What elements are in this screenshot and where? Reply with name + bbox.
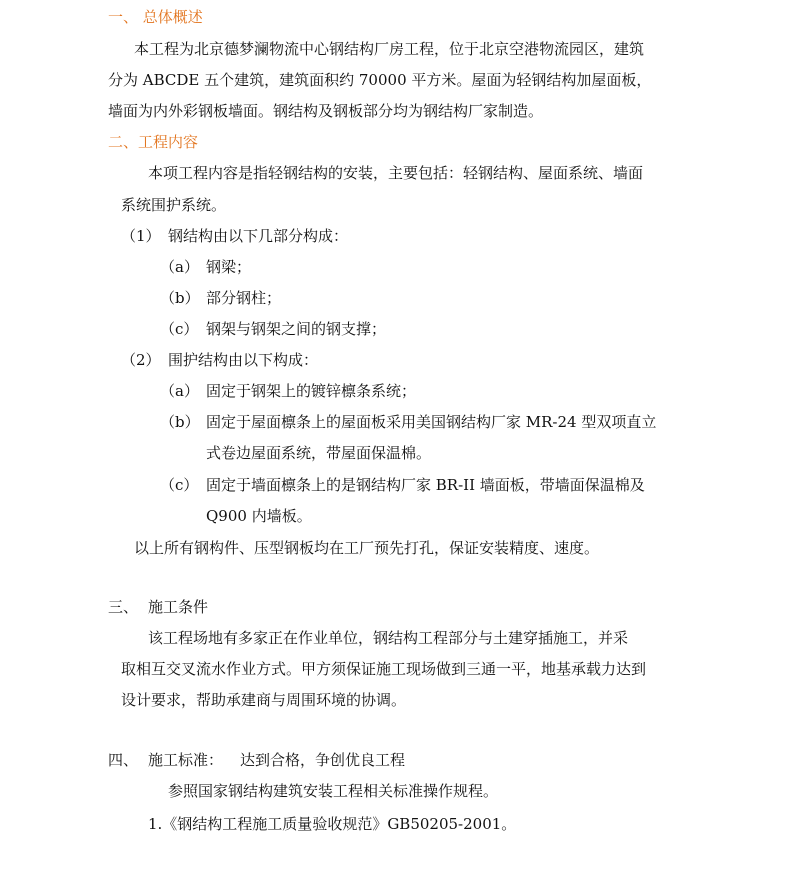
section-3-number: 三、 bbox=[108, 598, 139, 616]
list-item-2c-text-line-1: 固定于墙面檩条上的是钢结构厂家 BR-II 墙面板，带墙面保温棉及 bbox=[206, 476, 645, 494]
section-2-intro-line-2: 系统围护系统。 bbox=[121, 196, 227, 214]
reference-1: 1.《钢结构工程施工质量验收规范》GB50205-2001。 bbox=[148, 815, 517, 833]
section-4-goal: 达到合格，争创优良工程 bbox=[240, 751, 406, 769]
list-item-1-text: 钢结构由以下几部分构成： bbox=[168, 227, 349, 245]
list-item-2-text: 围护结构由以下构成： bbox=[168, 351, 319, 369]
section-2-closing: 以上所有钢构件、压型钢板均在工厂预先打孔，保证安装精度、速度。 bbox=[134, 539, 600, 557]
section-3-paragraph-line-1: 该工程场地有多家正在作业单位，钢结构工程部分与土建穿插施工，并采 bbox=[148, 629, 629, 647]
section-3-title: 施工条件 bbox=[148, 598, 209, 616]
section-4-title: 施工标准： bbox=[148, 751, 224, 769]
list-item-2b-label: （b） bbox=[160, 413, 200, 431]
section-3-paragraph-line-2: 取相互交叉流水作业方式。甲方须保证施工现场做到三通一平，地基承载力达到 bbox=[121, 660, 647, 678]
list-item-2c-text-line-2: Q900 内墙板。 bbox=[206, 507, 312, 525]
list-item-2c-label: （c） bbox=[160, 476, 199, 494]
section-1-paragraph-line-3: 墙面为内外彩钢板墙面。钢结构及钢板部分均为钢结构厂家制造。 bbox=[108, 102, 544, 120]
list-item-2a-text: 固定于钢架上的镀锌檩条系统； bbox=[206, 382, 417, 400]
list-item-1c-label: （c） bbox=[160, 320, 199, 338]
section-1-paragraph-line-1: 本工程为北京德梦澜物流中心钢结构厂房工程，位于北京空港物流园区，建筑 bbox=[134, 40, 645, 58]
section-4-number: 四、 bbox=[108, 751, 139, 769]
list-item-2b-text-line-1: 固定于屋面檩条上的屋面板采用美国钢结构厂家 MR-24 型双项直立 bbox=[206, 413, 657, 431]
section-2-intro-line-1: 本项工程内容是指轻钢结构的安装，主要包括：轻钢结构、屋面系统、墙面 bbox=[148, 164, 644, 182]
list-item-1b-label: （b） bbox=[160, 289, 200, 307]
list-item-2a-label: （a） bbox=[160, 382, 199, 400]
list-item-1c-text: 钢架与钢架之间的钢支撑； bbox=[206, 320, 387, 338]
list-item-1a-label: （a） bbox=[160, 258, 199, 276]
section-4-paragraph: 参照国家钢结构建筑安装工程相关标准操作规程。 bbox=[168, 782, 499, 800]
list-item-2-number: （2） bbox=[121, 351, 161, 369]
section-1-paragraph-line-2: 分为 ABCDE 五个建筑，建筑面积约 70000 平方米。屋面为轻钢结构加屋面板， bbox=[108, 71, 652, 89]
list-item-1-number: （1） bbox=[121, 227, 161, 245]
list-item-2b-text-line-2: 式卷边屋面系统，带屋面保温棉。 bbox=[206, 444, 432, 462]
section-3-paragraph-line-3: 设计要求，帮助承建商与周围环境的协调。 bbox=[121, 691, 407, 709]
section-2-heading: 二、工程内容 bbox=[108, 133, 199, 151]
section-1-heading: 一、 总体概述 bbox=[108, 8, 203, 26]
list-item-1a-text: 钢梁； bbox=[206, 258, 252, 276]
list-item-1b-text: 部分钢柱； bbox=[206, 289, 282, 307]
